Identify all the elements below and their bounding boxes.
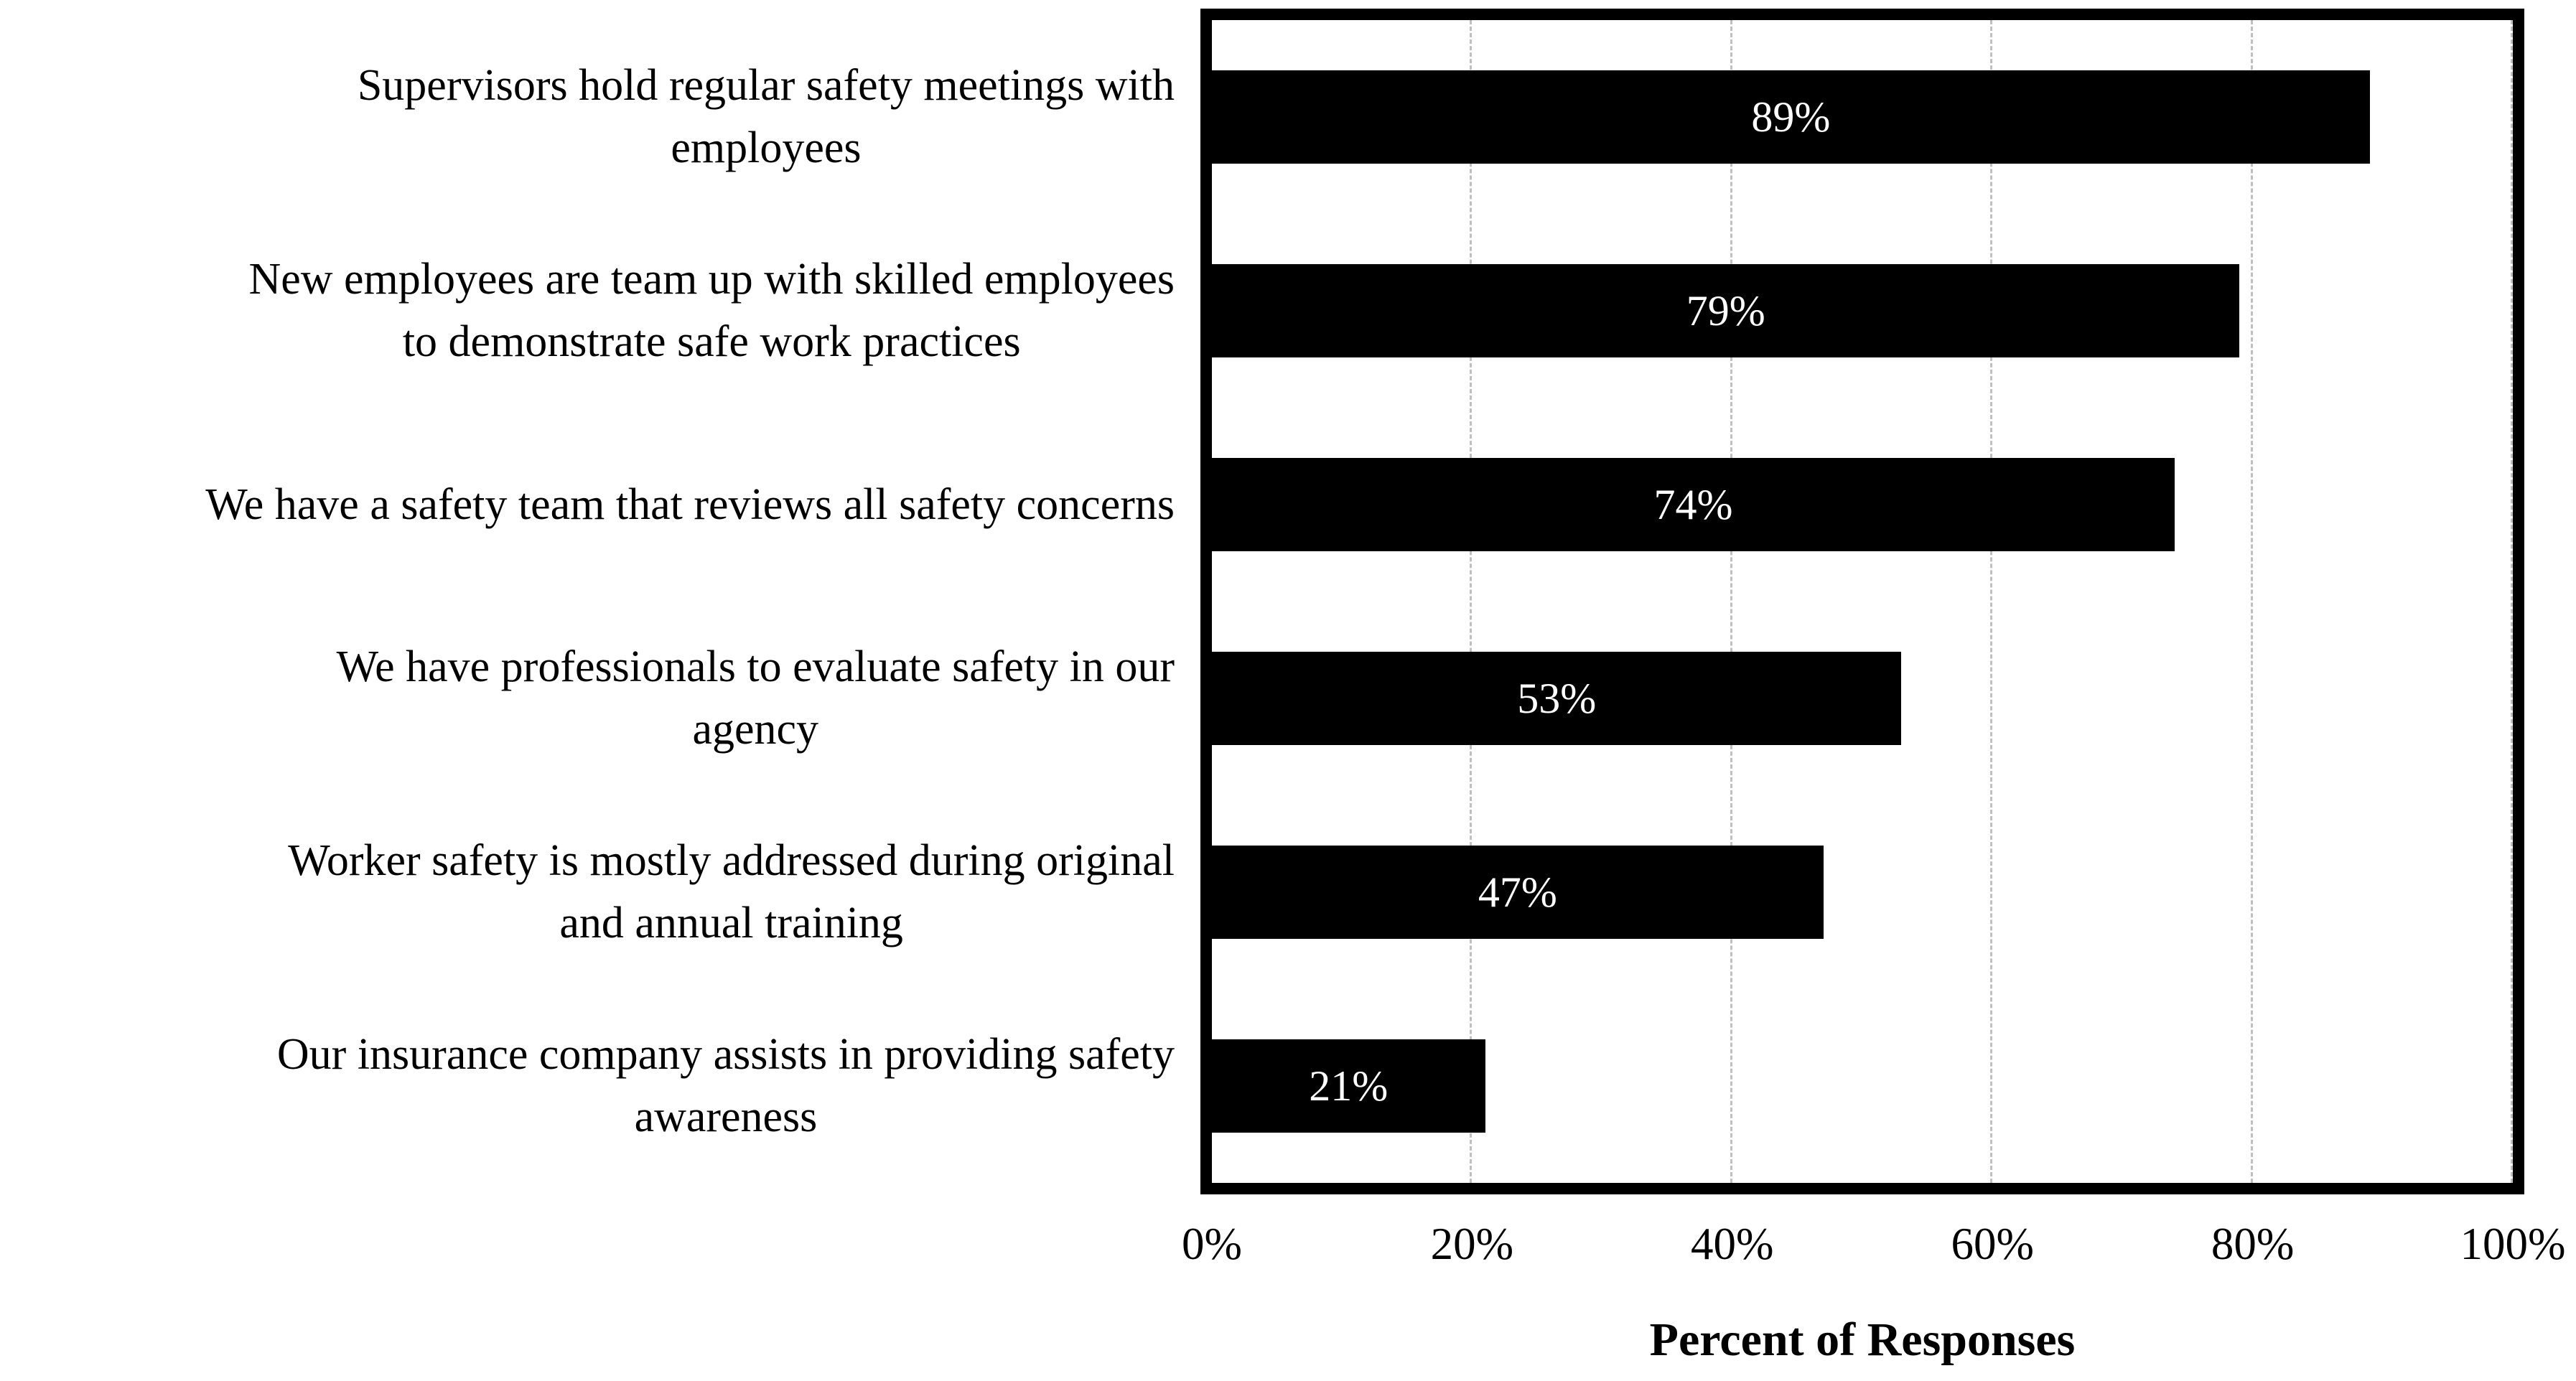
bar-value-label: 53% <box>1517 675 1597 722</box>
category-label-text: Our insurance company assists in providing safety awareness <box>276 1030 1175 1141</box>
plot-inner <box>1212 20 2513 1183</box>
category-label <box>0 408 1193 601</box>
gridline <box>1990 20 1992 1183</box>
gridline <box>2251 20 2253 1183</box>
gridline <box>1730 20 1732 1183</box>
bar-value-label: 79% <box>1686 287 1765 334</box>
category-label-text: Supervisors hold regular safety meetings with employees <box>357 61 1175 172</box>
x-axis-title: Percent of Responses <box>1649 1314 2076 1366</box>
bar <box>1212 70 2370 164</box>
bar-value-label: 74% <box>1653 481 1733 528</box>
bar-value-label: 21% <box>1309 1062 1389 1110</box>
category-label-text: Worker safety is mostly addressed during original and annual training <box>288 836 1175 947</box>
plot-area <box>1200 9 2524 1194</box>
x-tick-label: 40% <box>1691 1219 1774 1269</box>
category-label <box>0 989 1193 1183</box>
bar <box>1212 1039 1485 1133</box>
bar <box>1212 652 1901 745</box>
category-label <box>0 20 1193 214</box>
x-tick-label: 100% <box>2460 1219 2566 1269</box>
x-tick-label: 0% <box>1182 1219 1242 1269</box>
category-label-text: New employees are team up with skilled employees to demonstrate safe work practices <box>248 255 1175 366</box>
x-tick-label: 20% <box>1430 1219 1514 1269</box>
category-label-text: We have a safety team that reviews all safety concerns <box>205 479 1175 529</box>
category-label <box>0 795 1193 989</box>
bar <box>1212 264 2239 357</box>
gridline <box>2511 20 2513 1183</box>
bar <box>1212 846 1824 939</box>
category-label-text: We have professionals to evaluate safety in our agency <box>336 642 1175 754</box>
x-tick-label: 60% <box>1951 1219 2034 1269</box>
category-label <box>0 601 1193 795</box>
bar-value-label: 47% <box>1478 869 1557 916</box>
category-label <box>0 214 1193 408</box>
bar-value-label: 89% <box>1751 93 1831 141</box>
gridline <box>1470 20 1472 1183</box>
bar <box>1212 458 2175 551</box>
x-tick-label: 80% <box>2211 1219 2295 1269</box>
